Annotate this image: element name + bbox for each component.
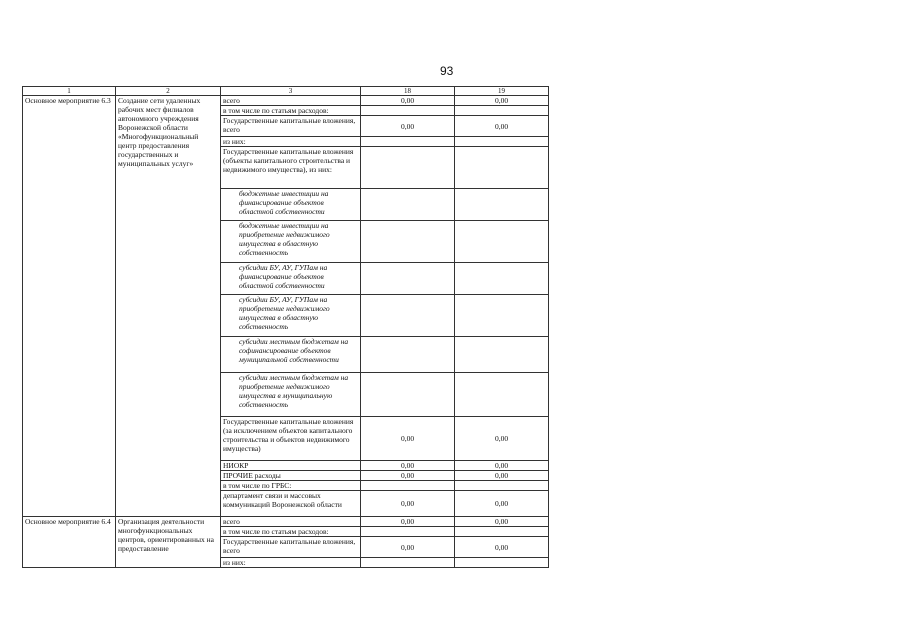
row-label: Государственные капитальные вложения, всего: [221, 116, 361, 137]
value-18: [361, 373, 455, 417]
row-label: Государственные капитальные вложения (за исключением объектов капитального строительства и объектов недвижимого имущества): [221, 417, 361, 461]
value-19: [455, 527, 549, 537]
row-label: ПРОЧИЕ расходы: [221, 471, 361, 481]
row-label: НИОКР: [221, 461, 361, 471]
value-18: 0,00: [361, 471, 455, 481]
value-18: [361, 263, 455, 295]
value-18: 0,00: [361, 417, 455, 461]
value-18: [361, 527, 455, 537]
measure-6-4: Основное мероприятие 6.4: [23, 517, 116, 568]
description-6-3: Создание сети удаленных рабочих мест филиалов автономного учреждения Воронежской области «Многофункциональный центр предоставления государственных и муниципальных услуг»: [116, 96, 221, 517]
row-label: субсидии БУ, АУ, ГУПам на приобретение недвижимого имущества в областную собственность: [221, 295, 361, 337]
value-19: 0,00: [455, 491, 549, 517]
row-label: Государственные капитальные вложения (объекты капитального строительства и недвижимого имущества), из них:: [221, 147, 361, 189]
row-label: департамент связи и массовых коммуникаций Воронежской области: [221, 491, 361, 517]
value-19: [455, 106, 549, 116]
value-18: [361, 147, 455, 189]
header-row: [23, 87, 549, 96]
row-label: в том числе по статьям расходов:: [221, 527, 361, 537]
row-label: в том числе по статьям расходов:: [221, 106, 361, 116]
value-19: 0,00: [455, 461, 549, 471]
description-6-4: Организация деятельности многофункциональных центров, ориентированных на предоставление: [116, 517, 221, 568]
value-19: 0,00: [455, 116, 549, 137]
value-18: [361, 558, 455, 568]
value-19: [455, 373, 549, 417]
value-19: 0,00: [455, 96, 549, 106]
value-18: 0,00: [361, 517, 455, 527]
value-18: 0,00: [361, 116, 455, 137]
value-19: [455, 263, 549, 295]
value-18: [361, 337, 455, 373]
value-18: [361, 295, 455, 337]
row-label: субсидии БУ, АУ, ГУПам на финансирование объектов областной собственности: [221, 263, 361, 295]
value-18: 0,00: [361, 96, 455, 106]
value-19: 0,00: [455, 471, 549, 481]
row-label: из них:: [221, 558, 361, 568]
header-col-3: 3: [221, 87, 361, 96]
value-19: [455, 221, 549, 263]
value-19: [455, 337, 549, 373]
header-col-18: 18: [361, 87, 455, 96]
value-19: [455, 137, 549, 147]
value-19: [455, 558, 549, 568]
value-18: [361, 481, 455, 491]
value-18: 0,00: [361, 491, 455, 517]
value-19: [455, 189, 549, 221]
row-label: субсидии местным бюджетам на софинансирование объектов муниципальной собственности: [221, 337, 361, 373]
table-row: [23, 96, 549, 106]
header-col-2: 2: [116, 87, 221, 96]
value-19: 0,00: [455, 537, 549, 558]
measure-6-3: Основное мероприятие 6.3: [23, 96, 116, 517]
value-18: 0,00: [361, 537, 455, 558]
budget-table: [22, 86, 549, 568]
row-label: в том числе по ГРБС:: [221, 481, 361, 491]
value-19: 0,00: [455, 417, 549, 461]
value-18: [361, 137, 455, 147]
header-col-19: 19: [455, 87, 549, 96]
row-label: из них:: [221, 137, 361, 147]
header-col-1: 1: [23, 87, 116, 96]
row-label: всего: [221, 517, 361, 527]
table-row: [23, 517, 549, 527]
value-19: [455, 295, 549, 337]
value-18: [361, 221, 455, 263]
value-19: [455, 481, 549, 491]
value-18: [361, 189, 455, 221]
row-label: бюджетные инвестиции на финансирование объектов областной собственности: [221, 189, 361, 221]
row-label: всего: [221, 96, 361, 106]
row-label: субсидии местным бюджетам на приобретение недвижимого имущества в муниципальную собственность: [221, 373, 361, 417]
row-label: Государственные капитальные вложения, всего: [221, 537, 361, 558]
row-label: бюджетные инвестиции на приобретение недвижимого имущества в областную собственность: [221, 221, 361, 263]
page-number: 93: [440, 64, 454, 78]
value-19: 0,00: [455, 517, 549, 527]
value-18: [361, 106, 455, 116]
value-18: 0,00: [361, 461, 455, 471]
value-19: [455, 147, 549, 189]
